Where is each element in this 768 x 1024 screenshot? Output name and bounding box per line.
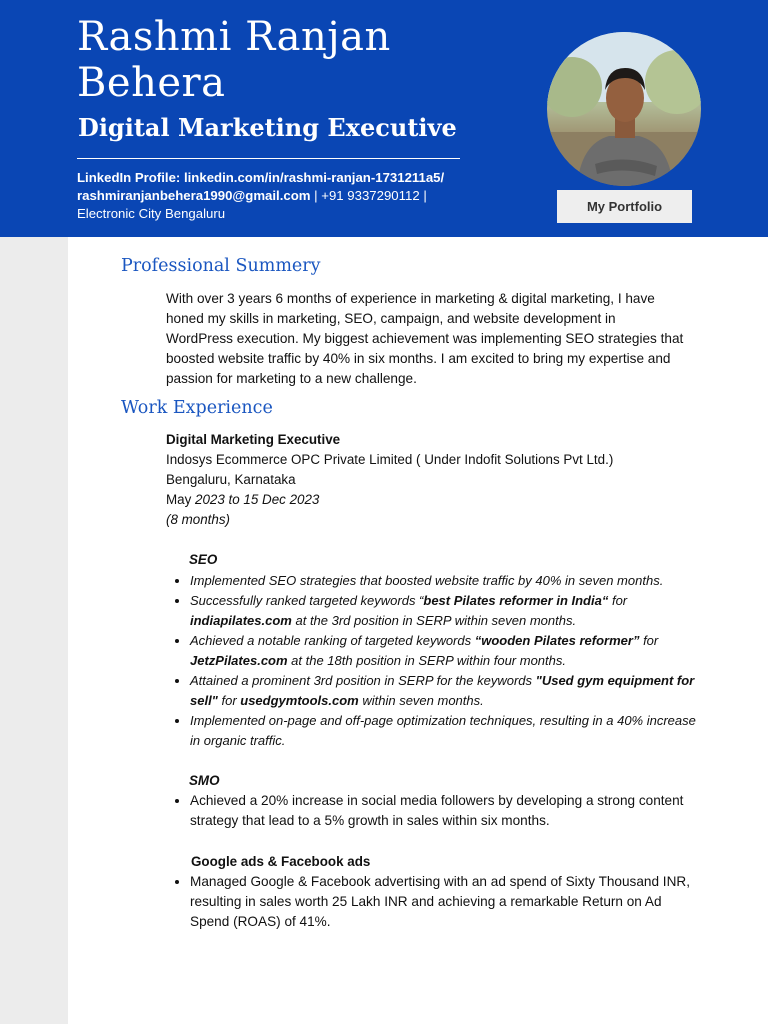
seo-subheading: SEO bbox=[189, 552, 218, 567]
work-experience-heading: Work Experience bbox=[121, 398, 273, 418]
seo-bullet-3-part-e: at the 18th position in SERP within four months. bbox=[287, 653, 566, 668]
list-item bbox=[190, 872, 700, 932]
professional-summary-heading: Professional Summery bbox=[121, 256, 321, 276]
name-line-1: Rashmi Ranjan bbox=[77, 14, 391, 60]
seo-bullet-4-part-e: within seven months. bbox=[358, 693, 484, 708]
role-title: Digital Marketing Executive bbox=[166, 432, 341, 447]
seo-bullet-2-site: indiapilates.com bbox=[190, 613, 292, 628]
seo-bullet-2-part-e: at the 3rd position in SERP within seven months. bbox=[291, 613, 577, 628]
seo-bullet-4-part-a: Attained a prominent 3rd position in SERP for the keywords bbox=[190, 673, 536, 688]
company-name: Indosys Ecommerce OPC Private Limited ( Under Indofit Solutions Pvt Ltd.) bbox=[166, 452, 614, 467]
seo-bullet-3-site: JetzPilates.com bbox=[190, 653, 288, 668]
ads-bullet-1-text: Managed Google & Facebook advertising with an ad spend of Sixty Thousand INR, resulting in sales worth 25 Lakh INR and achieving a remarkable Return on Ad Spend (ROAS) of 41%. bbox=[190, 874, 690, 929]
smo-subheading: SMO bbox=[189, 773, 220, 788]
seo-bullets bbox=[172, 571, 700, 751]
seo-bullet-5-text: Implemented on-page and off-page optimization techniques, resulting in a 40% increase in organic traffic. bbox=[190, 713, 696, 748]
seo-bullet-3-keyword: “wooden Pilates reformer” bbox=[474, 633, 640, 648]
profile-photo bbox=[547, 32, 701, 186]
job-dates-range: 2023 to 15 Dec 2023 bbox=[195, 492, 320, 507]
ads-bullets bbox=[172, 872, 700, 932]
seo-bullet-2-part-c: for bbox=[608, 593, 628, 608]
seo-bullet-2-part-a: Successfully ranked targeted keywords “ bbox=[190, 593, 424, 608]
portfolio-button[interactable]: My Portfolio bbox=[557, 190, 692, 223]
seo-bullet-4-keyword: "Used gym equipment for sell" bbox=[190, 673, 695, 708]
header-divider bbox=[77, 158, 460, 159]
linkedin-link[interactable]: LinkedIn Profile: linkedin.com/in/rashmi-ranjan-1731211a5/ bbox=[77, 170, 445, 185]
list-item bbox=[190, 591, 700, 631]
phone-number: | +91 9337290112 | bbox=[310, 188, 427, 203]
location: Electronic City Bengaluru bbox=[77, 206, 226, 221]
resume-header bbox=[0, 0, 768, 237]
list-item bbox=[190, 711, 700, 751]
smo-bullets bbox=[172, 791, 700, 831]
contact-info bbox=[77, 169, 497, 223]
professional-summary-text: With over 3 years 6 months of experience in marketing & digital marketing, I have honed my skills in marketing, SEO, campaign, and website development in WordPress execution. My biggest achievement was implementing SEO strategies that boosted website traffic by 40% in six months. I am excited to bring my expertise and passion for marketing to a new challenge. bbox=[166, 291, 684, 386]
name-line-2: Behera bbox=[77, 60, 226, 106]
smo-bullet-1-text: Achieved a 20% increase in social media followers by developing a strong content strategy that lead to a 5% growth in sales within six months. bbox=[190, 793, 684, 828]
seo-bullet-2-keyword: best Pilates reformer in India“ bbox=[423, 593, 609, 608]
job-dates bbox=[166, 490, 319, 510]
job-dates-month: May bbox=[166, 492, 196, 507]
job-title: Digital Marketing Executive bbox=[78, 113, 457, 142]
list-item bbox=[190, 631, 700, 671]
list-item bbox=[190, 671, 700, 711]
seo-bullet-4-part-c: for bbox=[217, 693, 241, 708]
email-link[interactable]: rashmiranjanbehera1990@gmail.com bbox=[77, 188, 311, 203]
seo-bullet-3-part-c: for bbox=[639, 633, 659, 648]
seo-bullet-4-site: usedgymtools.com bbox=[240, 693, 359, 708]
job-duration: (8 months) bbox=[166, 512, 230, 527]
list-item bbox=[190, 571, 700, 591]
ads-subheading: Google ads & Facebook ads bbox=[191, 854, 371, 869]
candidate-name bbox=[77, 14, 517, 106]
list-item bbox=[190, 791, 700, 831]
seo-bullet-3-part-a: Achieved a notable ranking of targeted keywords bbox=[190, 633, 475, 648]
seo-bullet-1-text: Implemented SEO strategies that boosted website traffic by 40% in seven months. bbox=[190, 573, 664, 588]
job-location: Bengaluru, Karnataka bbox=[166, 472, 296, 487]
left-gray-strip bbox=[0, 237, 68, 1024]
